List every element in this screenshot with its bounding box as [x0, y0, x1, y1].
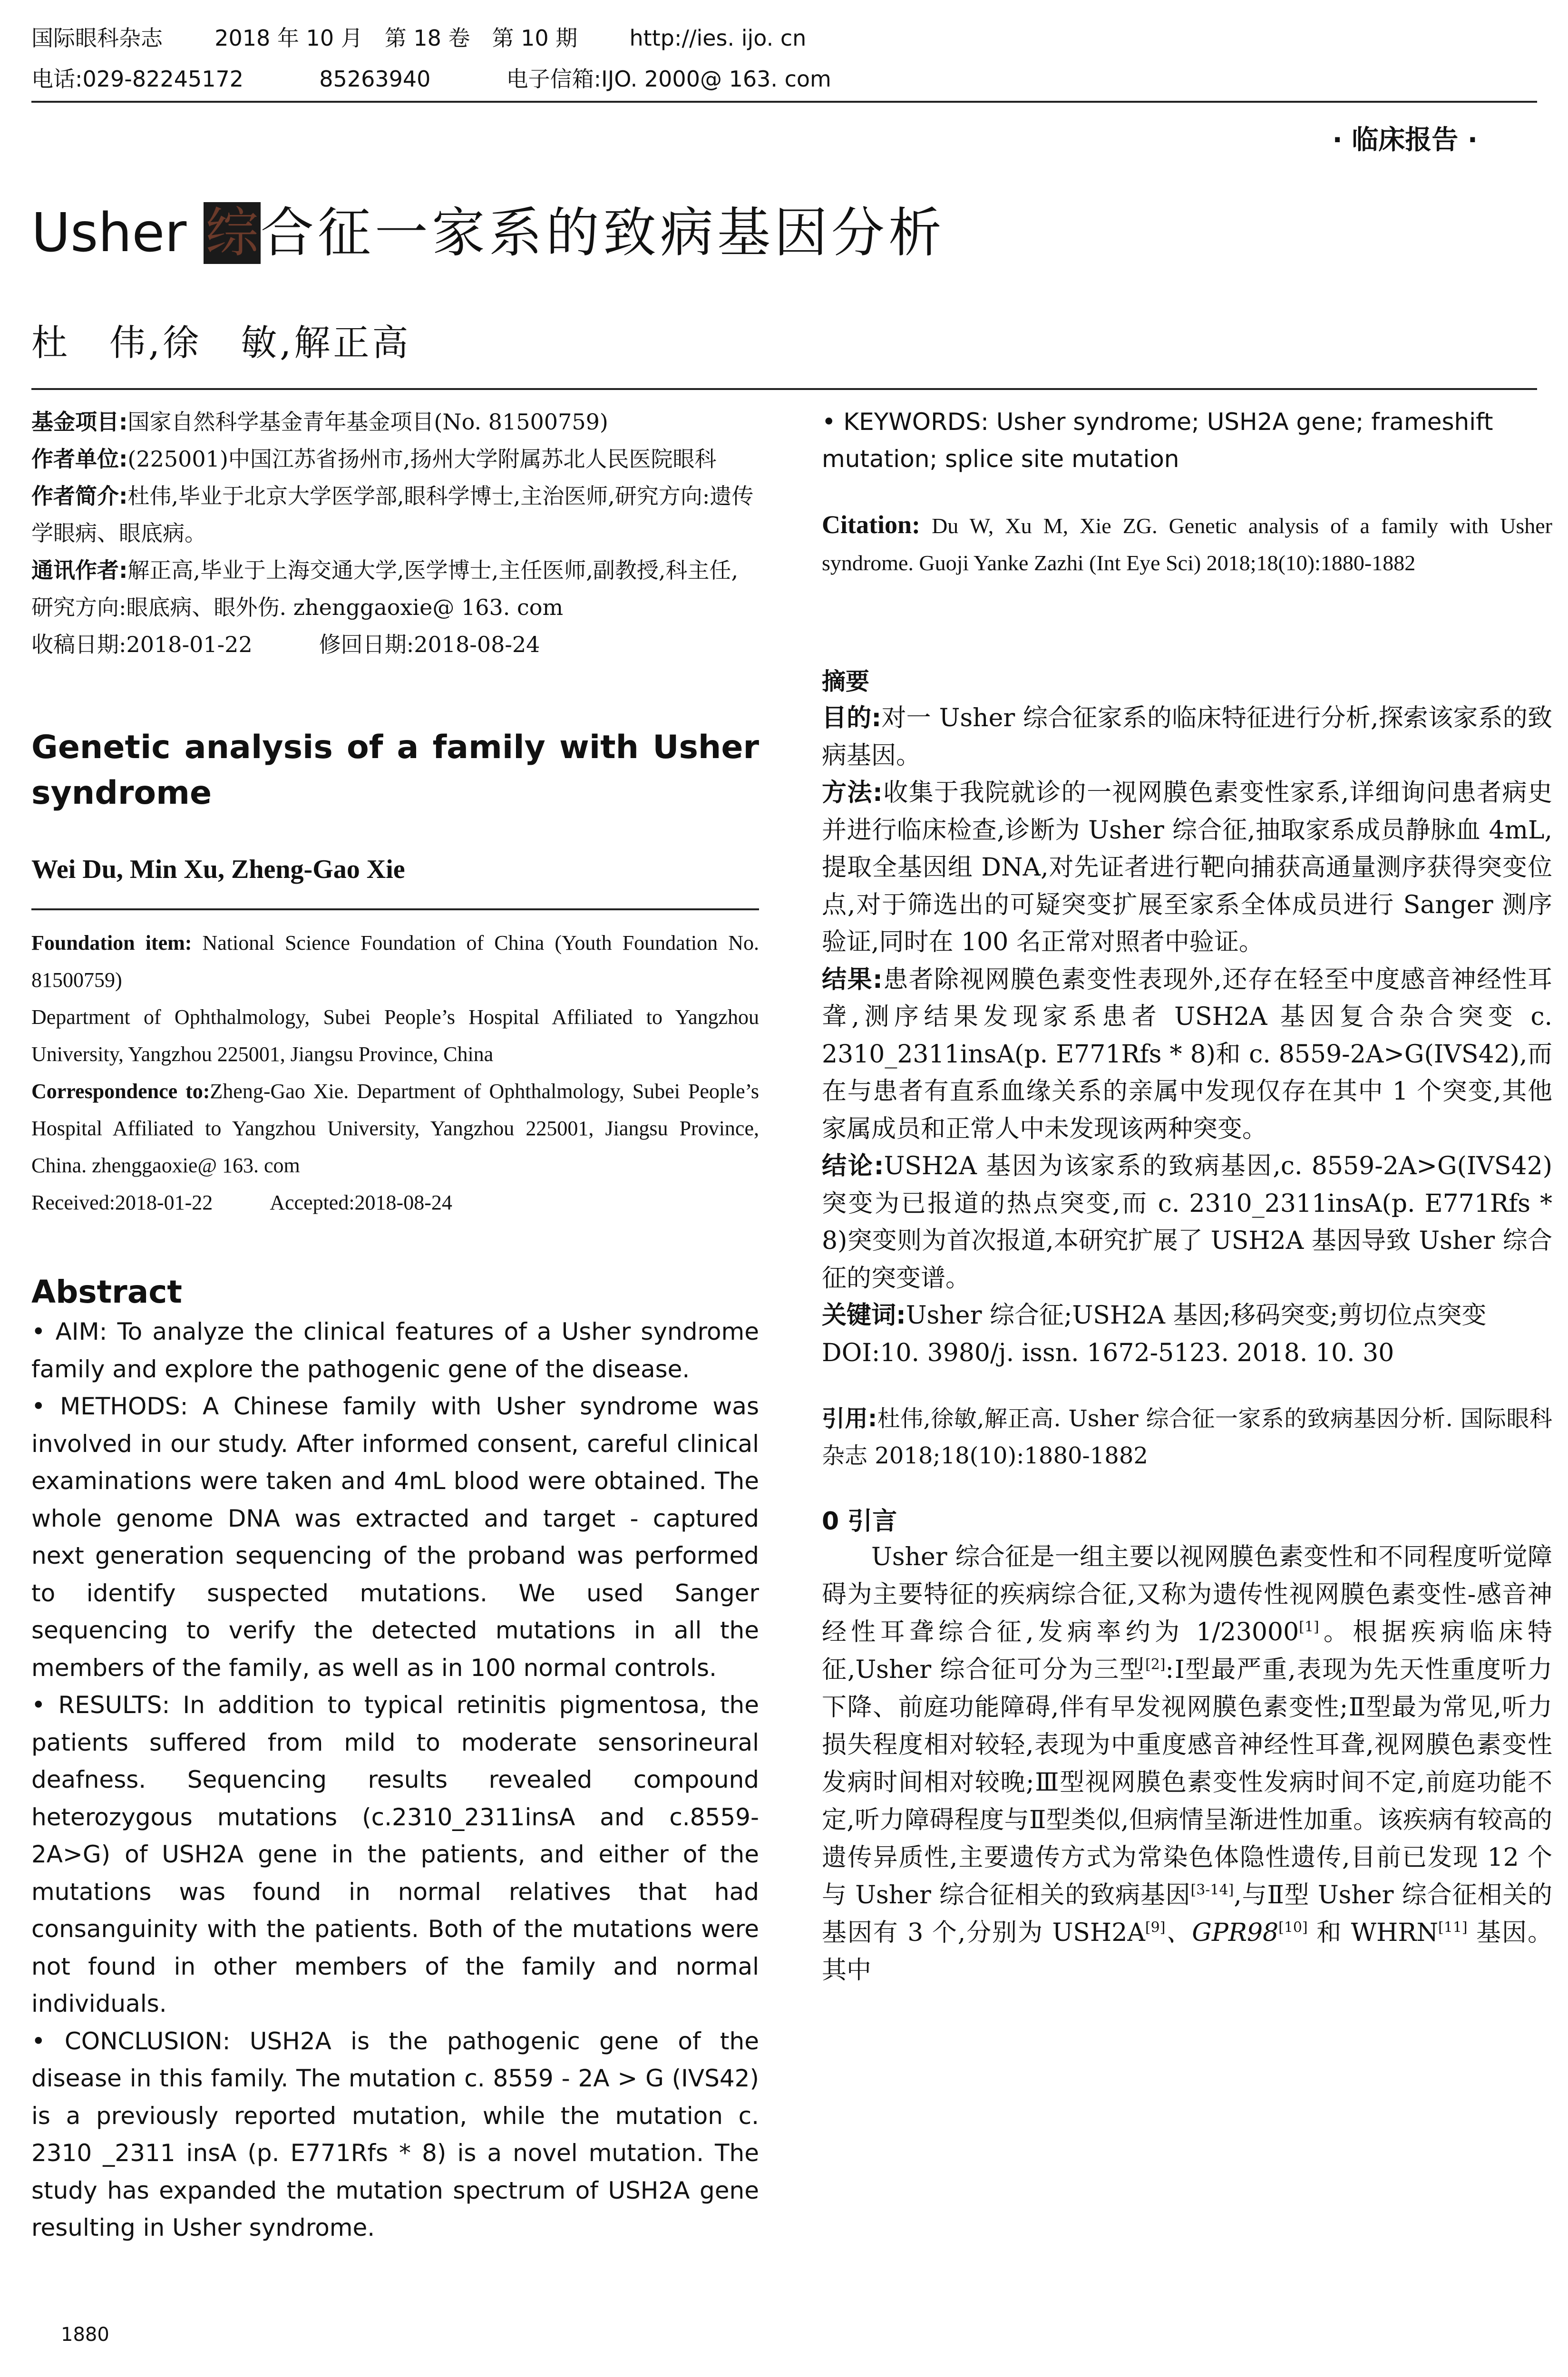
- english-title: Genetic analysis of a family with Usher syndrome: [31, 729, 759, 812]
- title-highlight-char: 综: [204, 202, 261, 264]
- unit-label: 作者单位:: [31, 446, 128, 472]
- intro-text-c: :Ⅰ型最严重,表现为先天性重度听力下降、前庭功能障碍,伴有早发视网膜色素变性;Ⅱ型最为常见,听力损失程度相对较轻,表现为中重度感音神经性耳聋,视网膜色素变性发病时间相对较晚;Ⅲ型视网膜色素变性发病时间不定,前庭功能不定,听力障碍程度与Ⅱ型类似,但病情呈渐进性加重。该疾病有较高的遗传异质性,主要遗传方式为常染色体隐性遗传,目前已发现 12 个与 Usher 综合征相关的致病基因: [822, 1656, 1552, 1909]
- intro-text-f: 和 WHRN: [1307, 1919, 1439, 1947]
- journal-url[interactable]: http://ies. ijo. cn: [629, 25, 807, 51]
- received-cn: 收稿日期:2018-01-22: [31, 632, 253, 657]
- bio-label: 作者简介:: [31, 483, 128, 509]
- accepted-en: Accepted:2018-08-24: [270, 1191, 452, 1214]
- cn-results-label: 结果:: [822, 965, 883, 994]
- header-line-2: [31, 64, 831, 94]
- english-abstract: [31, 1313, 759, 2247]
- cn-cite-text: 杜伟,徐敏,解正高. Usher 综合征一家系的致病基因分析. 国际眼科杂志 2018;18(10):1880-1882: [822, 1405, 1552, 1469]
- received-en: Received:2018-01-22: [31, 1191, 213, 1214]
- phone-number-2: 85263940: [319, 66, 431, 92]
- intro-text-g: 基因。其中: [822, 1919, 1552, 1985]
- meta-cn: [31, 403, 759, 663]
- intro-text-a: Usher 综合征是一组主要以视网膜色素变性和不同程度听觉障碍为主要特征的疾病综合征,又称为遗传性视网膜色素变性-感音神经性耳聋综合征,发病率约为 1/23000: [822, 1543, 1552, 1646]
- cn-methods-label: 方法:: [822, 779, 883, 807]
- page-number: 1880: [61, 2324, 109, 2346]
- cn-abstract-body: [822, 700, 1552, 1372]
- foundation-text: National Science Foundation of China (Youth Foundation No. 81500759): [31, 931, 759, 992]
- abstract-results: • RESULTS: In addition to typical retinitis pigmentosa, the patients suffered from mild to moderate sensorineural deafness. Sequencing results revealed compound heterozygous mutations (c.2310_2311insA and c.8559-2A>G) of USH2A gene in the patients, and either of the mutations was found in normal relatives that had consanguinity with the patients. Both of the mutations were not found in other members of the family and normal individuals.: [31, 1691, 759, 2017]
- title-rule: [31, 388, 1537, 390]
- intro-paragraph: [822, 1539, 1552, 1989]
- title-prefix: Usher: [31, 202, 187, 264]
- ref-4[interactable]: [9]: [1145, 1919, 1166, 1936]
- cn-conclusion-label: 结论:: [822, 1152, 884, 1180]
- cn-conclusion-text: USH2A 基因为该家系的致病基因,c. 8559-2A>G(IVS42)突变为已报道的热点突变,而 c. 2310_2311insA(p. E771Rfs * 8)突变则为首次报道,本研究扩展了 USH2A 基因导致 Usher 综合征的突变谱。: [822, 1152, 1552, 1293]
- foundation-label: Foundation item:: [31, 931, 192, 955]
- fund-line: [31, 403, 759, 440]
- abstract-methods: • METHODS: A Chinese family with Usher syndrome was involved in our study. After informed consent, careful clinical examinations were taken and 4mL blood were obtained. The whole genome DNA was extracted and target - captured next generation sequencing of the proband was performed to identify suspected mutations. We used Sanger sequencing to verify the detected mutations in all the members of the family, as well as in 100 normal controls.: [31, 1393, 759, 1682]
- correspondence-label: Correspondence to:: [31, 1080, 210, 1103]
- cn-results: [822, 961, 1552, 1148]
- correspondence-line: [31, 1073, 759, 1184]
- cn-keywords-label: 关键词:: [822, 1301, 906, 1330]
- intro-text-b: 。根据疾病临床特征,Usher 综合征可分为三型: [822, 1618, 1552, 1684]
- header-rule: [31, 101, 1537, 103]
- citation-text: Du W, Xu M, Xie ZG. Genetic analysis of a family with Usher syndrome. Guoji Yanke Zazhi (Int Eye Sci) 2018;18(10):1880-1882: [822, 514, 1552, 575]
- correspondence-text: Zheng-Gao Xie. Department of Ophthalmology, Subei People’s Hospital Affiliated to Yangzhou University, Yangzhou 225001, Jiangsu Province, China. zhenggaoxie@ 163. com: [31, 1080, 760, 1177]
- corr-label: 通讯作者:: [31, 557, 128, 583]
- journal-email[interactable]: 电子信箱:IJO. 2000@ 163. com: [506, 66, 831, 92]
- cn-methods-text: 收集于我院就诊的一视网膜色素变性家系,详细询问患者病史并进行临床检查,诊断为 Usher 综合征,抽取家系成员静脉血 4mL,提取全基因组 DNA,对先证者进行靶向捕获高通量测序获得突变位点,对于筛选出的可疑突变扩展至家系全体成员进行 Sanger 测序验证,同时在 100 名正常对照者中验证。: [822, 779, 1553, 956]
- right-column: [822, 403, 1552, 1989]
- bio-text: 杜伟,毕业于北京大学医学部,眼科学博士,主治医师,研究方向:遗传学眼病、眼底病。: [31, 483, 754, 546]
- ref-5[interactable]: [10]: [1278, 1919, 1308, 1936]
- english-foundation-block: [31, 925, 759, 1221]
- abstract-title: Abstract: [31, 1274, 182, 1310]
- cn-doi: DOI:10. 3980/j. issn. 1672-5123. 2018. 10. 30: [822, 1338, 1394, 1367]
- left-column: [31, 403, 759, 2247]
- intro-text-e: 、GPR98: [1165, 1919, 1279, 1947]
- citation-label: Citation:: [822, 510, 920, 539]
- ref-3[interactable]: [3-14]: [1190, 1881, 1234, 1899]
- header-line-1: [31, 23, 806, 53]
- department-line: Department of Ophthalmology, Subei People’s Hospital Affiliated to Yangzhou University, Yangzhou 225001, Jiangsu Province, China: [31, 1005, 759, 1066]
- column-label: · 临床报告 ·: [1332, 125, 1478, 156]
- foundation-line: [31, 925, 759, 999]
- abstract-aim: • AIM: To analyze the clinical features of a Usher syndrome family and explore the pathogenic gene of the disease.: [31, 1318, 759, 1383]
- revised-cn: 修回日期:2018-08-24: [319, 632, 540, 657]
- english-authors-rule: [31, 908, 759, 910]
- cn-keywords-text: Usher 综合征;USH2A 基因;移码突变;剪切位点突变: [906, 1301, 1487, 1330]
- cn-aim-label: 目的:: [822, 704, 882, 732]
- unit-line: [31, 440, 759, 477]
- cn-methods: [822, 774, 1552, 961]
- journal-name: 国际眼科杂志: [31, 25, 163, 51]
- ref-6[interactable]: [11]: [1438, 1919, 1468, 1936]
- cn-conclusion: [822, 1148, 1552, 1297]
- phone-number: 电话:029-82245172: [31, 66, 244, 92]
- cn-cite-block: [822, 1400, 1552, 1474]
- fund-label: 基金项目:: [31, 409, 128, 435]
- english-authors: Wei Du, Min Xu, Zheng-Gao Xie: [31, 855, 405, 884]
- issue-info: 2018 年 10 月 第 18 卷 第 10 期: [214, 25, 578, 51]
- english-citation: [822, 506, 1552, 582]
- bio-line: [31, 477, 759, 552]
- article-title: [31, 200, 945, 266]
- cn-aim: [822, 700, 1552, 774]
- ref-1[interactable]: [1]: [1299, 1618, 1319, 1636]
- cn-cite-label: 引用:: [822, 1405, 877, 1432]
- cn-aim-text: 对一 Usher 综合征家系的临床特征进行分析,探索该家系的致病基因。: [822, 704, 1552, 770]
- ref-2[interactable]: [2]: [1145, 1656, 1166, 1673]
- unit-text: (225001)中国江苏省扬州市,扬州大学附属苏北人民医院眼科: [127, 446, 717, 472]
- english-dates: [31, 1184, 759, 1221]
- dates-cn: [31, 626, 759, 663]
- intro-heading: 0 引言: [822, 1507, 897, 1536]
- authors-cn: 杜 伟,徐 敏,解正高: [31, 321, 411, 364]
- cn-results-text: 患者除视网膜色素变性表现外,还存在轻至中度感音神经性耳聋,测序结果发现家系患者 USH2A 基因复合杂合突变 c. 2310_2311insA(p. E771Rfs * 8)和 c. 8559-2A>G(IVS42),而在与患者有直系血缘关系的亲属中发现仅存在其中 1 个突变,其他家属成员和正常人中未发现该两种突变。: [822, 965, 1553, 1143]
- fund-text: 国家自然科学基金青年基金项目(No. 81500759): [127, 409, 608, 435]
- cn-abstract-title: 摘要: [822, 668, 869, 695]
- corr-line: [31, 552, 759, 626]
- intro-text-d: ,与Ⅱ型 Usher 综合征相关的基因有 3 个,分别为 USH2A: [822, 1881, 1552, 1947]
- cn-keywords: [822, 1297, 1552, 1335]
- corr-text: 解正高,毕业于上海交通大学,医学博士,主任医师,副教授,科主任,研究方向:眼底病、眼外伤. zhenggaoxie@ 163. com: [31, 557, 739, 620]
- english-keywords: • KEYWORDS: Usher syndrome; USH2A gene; frameshift mutation; splice site mutation: [822, 408, 1493, 473]
- title-rest: 合征一家系的致病基因分析: [260, 202, 945, 264]
- abstract-conclusion: • CONCLUSION: USH2A is the pathogenic gene of the disease in this family. The mutation c. 8559 - 2A > G (IVS42) is a previously reported mutation, while the mutation c. 2310 _2311 insA (p. E771Rfs * 8) is a novel mutation. The study has expanded the mutation spectrum of USH2A gene resulting in Usher syndrome.: [31, 2027, 759, 2241]
